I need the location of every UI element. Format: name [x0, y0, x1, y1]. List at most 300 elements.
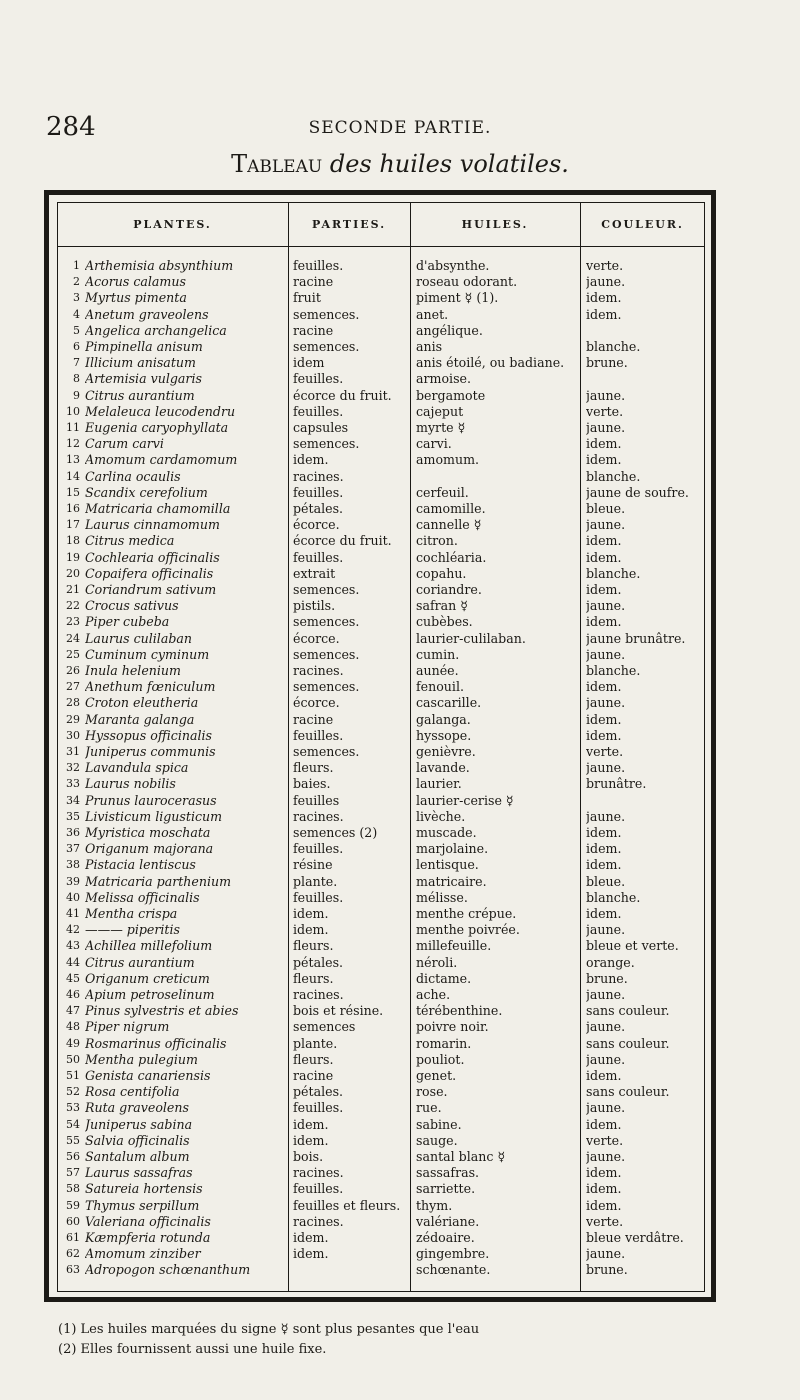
oil-name: amomum. [416, 452, 480, 468]
oil-name: cerfeuil. [416, 484, 469, 500]
plant-part: idem. [293, 1132, 329, 1148]
oil-color: sans couleur. [586, 1003, 670, 1019]
table-title-smallcaps: Tableau [231, 150, 323, 178]
oil-color: idem. [586, 679, 622, 695]
table-row [0, 290, 800, 306]
plant-part: semences [293, 1019, 356, 1035]
plant-name: Ruta graveolens [85, 1100, 189, 1116]
plant-part: plante. [293, 1035, 338, 1051]
oil-color: idem. [586, 825, 622, 840]
row-number: 49 [66, 1036, 80, 1050]
plant-part: semences. [293, 436, 360, 452]
plant-part: écorce. [293, 517, 340, 533]
oil-name: lentisque. [416, 857, 479, 873]
oil-name: muscade. [416, 825, 477, 840]
row-number: 28 [66, 696, 80, 710]
table-row [0, 1084, 800, 1100]
oil-color: idem. [586, 436, 622, 452]
table-row [0, 809, 800, 825]
oil-color: jaune. [586, 922, 626, 938]
plant-name: Inula helenium [85, 663, 181, 678]
oil-color: idem. [586, 727, 622, 743]
table-title-italic: des huiles volatiles. [329, 150, 569, 178]
table-row [0, 1230, 800, 1246]
table-row [0, 679, 800, 695]
plant-name: Eugenia caryophyllata [85, 420, 229, 435]
row-number: 14 [66, 469, 80, 483]
plant-name: Livisticum ligusticum [85, 808, 223, 824]
plant-part: feuilles. [293, 841, 344, 857]
plant-name: Acorus calamus [85, 274, 186, 290]
oil-color: verte. [586, 1132, 624, 1148]
plant-part: idem. [293, 1230, 329, 1245]
row-number: 52 [66, 1085, 80, 1099]
row-number: 55 [66, 1133, 80, 1147]
plant-part: écorce du fruit. [293, 387, 392, 403]
oil-name: marjolaine. [416, 841, 489, 857]
plant-name: Kæmpferia rotunda [85, 1230, 211, 1245]
oil-name: camomille. [416, 501, 486, 516]
row-number: 54 [66, 1117, 80, 1131]
table-row [0, 1214, 800, 1230]
oil-name: gingembre. [416, 1246, 490, 1262]
row-number: 19 [66, 550, 80, 564]
plant-name: Prunus laurocerasus [85, 792, 217, 808]
row-number: 42 [66, 923, 80, 937]
table-row [0, 744, 800, 760]
plant-part: pétales. [293, 1084, 344, 1100]
oil-color: jaune. [586, 274, 626, 290]
plant-name: Crocus sativus [85, 598, 179, 614]
footnotes [58, 1320, 479, 1360]
oil-name: d'absynthe. [416, 258, 490, 273]
table-row [0, 1100, 800, 1116]
table-row [0, 1165, 800, 1181]
table-row [0, 566, 800, 582]
oil-name: anis étoilé, ou badiane. [416, 355, 565, 371]
plant-name: Melaleuca leucodendru [85, 403, 236, 419]
plant-name: Cochlearia officinalis [85, 549, 220, 565]
table-row [0, 695, 800, 711]
oil-color: jaune. [586, 1100, 626, 1116]
oil-color: brune. [586, 355, 628, 371]
row-number: 36 [66, 826, 80, 839]
oil-color: sans couleur. [586, 1035, 670, 1051]
oil-name: cubèbes. [416, 614, 473, 630]
header-couleur: COULEUR. [601, 218, 684, 231]
plant-part: feuilles et fleurs. [293, 1197, 401, 1213]
oil-name: ache. [416, 987, 451, 1002]
plant-name: Laurus nobilis [85, 776, 176, 792]
plant-part: fleurs. [293, 938, 334, 954]
oil-name: cumin. [416, 646, 460, 662]
oil-color: verte. [586, 744, 624, 759]
plant-part: baies. [293, 776, 331, 792]
plant-name: Adropogon schœnanthum [85, 1262, 251, 1278]
plant-name: Laurus sassafras [85, 1165, 193, 1181]
oil-name: citron. [416, 533, 458, 549]
plant-part: idem. [293, 1116, 329, 1132]
plant-part: semences. [293, 582, 360, 597]
row-number: 11 [66, 421, 80, 434]
plant-part: semences. [293, 614, 360, 630]
table-row [0, 906, 800, 922]
oil-color: brunâtre. [586, 776, 647, 792]
oil-color: brune. [586, 1262, 628, 1278]
plant-part: pétales. [293, 501, 344, 516]
row-number: 53 [66, 1101, 80, 1115]
oil-name: rose. [416, 1084, 448, 1100]
table-row [0, 1052, 800, 1068]
plant-name: Citrus aurantium [85, 954, 195, 970]
plant-part: résine [293, 857, 333, 873]
oil-color: jaune. [586, 695, 626, 711]
table-row [0, 1133, 800, 1149]
table-row [0, 355, 800, 371]
row-number: 4 [73, 307, 80, 321]
oil-name: sarriette. [416, 1181, 476, 1197]
oil-color: jaune. [586, 598, 626, 614]
plant-name: Matricaria chamomilla [85, 501, 231, 516]
plant-part: racines. [293, 808, 344, 824]
oil-name: zédoaire. [416, 1230, 475, 1245]
plant-name: ——— piperitis [85, 922, 180, 938]
oil-color: idem. [586, 906, 622, 921]
plant-name: Arthemisia absynthium [85, 258, 234, 273]
oil-name: poivre noir. [416, 1019, 489, 1035]
oil-name: laurier-culilaban. [416, 630, 526, 646]
header-rule [57, 246, 705, 247]
plant-part: fruit [293, 290, 321, 306]
row-number: 18 [66, 534, 80, 548]
oil-color: idem. [586, 290, 622, 306]
table-row [0, 388, 800, 404]
oil-name: laurier. [416, 776, 462, 792]
plant-name: Laurus culilaban [85, 630, 193, 646]
table-row [0, 614, 800, 630]
plant-name: Carum carvi [85, 436, 164, 452]
plant-name: Rosmarinus officinalis [85, 1035, 227, 1051]
oil-color: idem. [586, 549, 622, 565]
oil-name: anet. [416, 306, 449, 322]
plant-name: Artemisia vulgaris [85, 371, 202, 387]
plant-part: semences. [293, 306, 360, 322]
oil-color: jaune. [586, 1246, 626, 1262]
row-number: 63 [66, 1263, 80, 1277]
row-number: 31 [66, 745, 80, 758]
table-row [0, 1019, 800, 1035]
plant-part: feuilles. [293, 403, 344, 419]
row-number: 35 [66, 809, 80, 823]
oil-color: idem. [586, 841, 622, 857]
table-title [0, 150, 800, 178]
table-row [0, 955, 800, 971]
oil-name: myrte ☿ [416, 420, 466, 435]
oil-color: jaune. [586, 517, 626, 533]
table-row [0, 323, 800, 339]
oil-name: néroli. [416, 954, 458, 970]
oil-color: bleue. [586, 873, 626, 889]
oil-name: romarin. [416, 1035, 472, 1051]
row-number: 8 [73, 372, 80, 386]
plant-part: semences. [293, 339, 360, 354]
table-row [0, 1068, 800, 1084]
oil-name: aunée. [416, 663, 459, 678]
oil-color: jaune brunâtre. [586, 630, 686, 646]
row-number: 5 [73, 323, 80, 337]
oil-name: lavande. [416, 760, 470, 776]
row-number: 32 [66, 761, 80, 775]
plant-name: Melissa officinalis [85, 889, 200, 905]
oil-color: idem. [586, 711, 622, 727]
table-row [0, 371, 800, 387]
plant-name: Juniperus sabina [85, 1116, 193, 1132]
oil-name: schœnante. [416, 1262, 491, 1278]
plant-name: Achillea millefolium [85, 938, 213, 954]
oil-color: blanche. [586, 565, 641, 581]
plant-part: feuilles. [293, 1100, 344, 1116]
table-row [0, 776, 800, 792]
table-row [0, 1036, 800, 1052]
oil-color: blanche. [586, 468, 641, 484]
plant-name: Myrtus pimenta [85, 290, 187, 306]
table-row [0, 971, 800, 987]
oil-color: idem. [586, 582, 622, 597]
table-row [0, 793, 800, 809]
plant-name: Illicium anisatum [85, 355, 196, 371]
plant-part: racines. [293, 1165, 344, 1181]
oil-name: sauge. [416, 1132, 458, 1148]
table-row [0, 857, 800, 873]
footnote: (2) Elles fournissent aussi une huile fixe. [58, 1342, 327, 1357]
header-parties: PARTIES. [311, 218, 387, 231]
plant-name: Mentha crispa [85, 906, 178, 921]
plant-part: fleurs. [293, 760, 334, 776]
row-number: 34 [66, 793, 80, 807]
oil-name: sabine. [416, 1116, 462, 1132]
plant-name: Amomum zinziber [85, 1246, 201, 1262]
page-number: 284 [46, 112, 96, 142]
row-number: 56 [66, 1150, 80, 1163]
row-number: 10 [66, 404, 80, 418]
row-number: 1 [73, 259, 80, 272]
oil-name: matricaire. [416, 873, 487, 889]
row-number: 23 [66, 615, 80, 629]
oil-color: sans couleur. [586, 1084, 670, 1100]
oil-color: jaune. [586, 420, 626, 435]
oil-color: jaune. [586, 387, 626, 403]
oil-name: cannelle ☿ [416, 517, 482, 533]
row-number: 24 [66, 631, 80, 645]
row-number: 16 [66, 502, 80, 515]
row-number: 25 [66, 647, 80, 661]
oil-color: bleue et verte. [586, 938, 679, 954]
footnote: (1) Les huiles marquées du signe ☿ sont plus pesantes que l'eau [58, 1322, 480, 1337]
oil-color: jaune. [586, 808, 626, 824]
plant-part: feuilles. [293, 1181, 344, 1197]
oil-color: verte. [586, 403, 624, 419]
plant-name: Croton eleutheria [85, 695, 199, 711]
oil-color: verte. [586, 1213, 624, 1229]
row-number: 43 [66, 939, 80, 953]
plant-name: Juniperus communis [85, 744, 216, 759]
oil-color: idem. [586, 1068, 622, 1083]
plant-part: idem. [293, 1246, 329, 1262]
plant-part: idem. [293, 906, 329, 921]
plant-name: Scandix cerefolium [85, 484, 208, 500]
oil-color: bleue verdâtre. [586, 1230, 684, 1245]
row-number: 20 [66, 566, 80, 580]
row-number: 60 [66, 1214, 80, 1228]
plant-part: bois et résine. [293, 1003, 384, 1019]
oil-color: idem. [586, 614, 622, 630]
oil-color: idem. [586, 1165, 622, 1181]
plant-name: Copaifera officinalis [85, 565, 214, 581]
plant-part: racine [293, 711, 334, 727]
plant-part: écorce. [293, 695, 340, 711]
plant-name: Rosa centifolia [85, 1084, 180, 1100]
oil-color: jaune de soufre. [586, 484, 689, 500]
oil-name: roseau odorant. [416, 274, 518, 290]
table-row [0, 712, 800, 728]
plant-name: Piper cubeba [85, 614, 170, 630]
row-number: 3 [73, 291, 80, 305]
plant-name: Pinus sylvestris et abies [85, 1003, 239, 1019]
plant-part: idem [293, 355, 325, 371]
row-number: 33 [66, 777, 80, 791]
oil-name: cochléaria. [416, 549, 487, 565]
table-row [0, 890, 800, 906]
oil-color: blanche. [586, 339, 641, 354]
row-number: 59 [66, 1198, 80, 1212]
plant-name: Valeriana officinalis [85, 1213, 211, 1229]
oil-color: jaune. [586, 760, 626, 776]
table-row [0, 501, 800, 517]
row-number: 37 [66, 842, 80, 856]
table-row [0, 258, 800, 274]
table-row [0, 1149, 800, 1165]
plant-part: semences (2) [293, 825, 378, 840]
row-number: 50 [66, 1052, 80, 1066]
row-number: 13 [66, 453, 80, 467]
plant-part: racines. [293, 987, 344, 1002]
oil-color: idem. [586, 452, 622, 468]
oil-color: idem. [586, 1197, 622, 1213]
plant-name: Thymus serpillum [85, 1197, 200, 1213]
plant-name: Carlina ocaulis [85, 468, 181, 484]
oil-color: idem. [586, 306, 622, 322]
table-row [0, 938, 800, 954]
oil-name: menthe crépue. [416, 906, 517, 921]
row-number: 12 [66, 437, 80, 451]
oil-name: livèche. [416, 808, 466, 824]
plant-name: Genista canariensis [85, 1068, 211, 1083]
row-number: 48 [66, 1020, 80, 1034]
oil-name: santal blanc ☿ [416, 1149, 506, 1164]
plant-part: pétales. [293, 954, 344, 970]
table-row [0, 647, 800, 663]
plant-name: Lavandula spica [85, 760, 189, 776]
plant-name: Salvia officinalis [85, 1132, 190, 1148]
row-number: 29 [66, 712, 80, 726]
row-number: 51 [66, 1069, 80, 1082]
oil-name: valériane. [416, 1213, 480, 1229]
row-number: 61 [66, 1231, 80, 1244]
oil-name: thym. [416, 1197, 453, 1213]
row-number: 22 [66, 599, 80, 613]
plant-part: fleurs. [293, 970, 334, 986]
oil-color: jaune. [586, 1149, 626, 1164]
plant-part: racines. [293, 663, 344, 678]
oil-color: verte. [586, 258, 624, 273]
plant-name: Maranta galanga [85, 711, 195, 727]
oil-color: bleue. [586, 501, 626, 516]
table-row [0, 922, 800, 938]
row-number: 30 [66, 728, 80, 742]
oil-color: idem. [586, 1116, 622, 1132]
table-row [0, 274, 800, 290]
plant-part: semences. [293, 744, 360, 759]
oil-color: idem. [586, 1181, 622, 1197]
oil-name: coriandre. [416, 582, 482, 597]
table-row [0, 825, 800, 841]
row-number: 21 [66, 583, 80, 596]
plant-name: Satureia hortensis [85, 1181, 203, 1197]
row-number: 26 [66, 664, 80, 677]
plant-part: racine [293, 322, 334, 338]
oil-color: blanche. [586, 889, 641, 905]
oil-color: orange. [586, 954, 635, 970]
plant-part: écorce du fruit. [293, 533, 392, 549]
running-head: SECONDE PARTIE. [308, 118, 492, 138]
oil-name: safran ☿ [416, 598, 469, 614]
plant-name: Angelica archangelica [85, 322, 227, 338]
oil-name: carvi. [416, 436, 452, 452]
plant-part: extrait [293, 565, 336, 581]
oil-name: menthe poivrée. [416, 922, 520, 938]
plant-name: Origanum majorana [85, 841, 214, 857]
row-number: 7 [73, 356, 80, 370]
plant-part: feuilles [293, 792, 340, 808]
oil-color: idem. [586, 857, 622, 873]
row-number: 47 [66, 1004, 80, 1018]
plant-part: plante. [293, 873, 338, 889]
table-row [0, 485, 800, 501]
oil-name: rue. [416, 1100, 442, 1116]
table-row [0, 987, 800, 1003]
table-row [0, 1262, 800, 1278]
row-number: 46 [66, 988, 80, 1001]
plant-name: Matricaria parthenium [85, 873, 232, 889]
table-row [0, 760, 800, 776]
oil-color: jaune. [586, 646, 626, 662]
row-number: 2 [73, 275, 80, 289]
plant-name: Pimpinella anisum [85, 339, 203, 354]
row-number: 9 [73, 388, 80, 402]
row-number: 62 [66, 1247, 80, 1261]
row-number: 58 [66, 1182, 80, 1196]
plant-name: Myristica moschata [85, 825, 211, 840]
plant-name: Piper nigrum [85, 1019, 170, 1035]
row-number: 41 [66, 907, 80, 920]
oil-color: jaune. [586, 987, 626, 1002]
oil-name: laurier-cerise ☿ [416, 792, 514, 808]
oil-name: galanga. [416, 711, 471, 727]
oil-name: pouliot. [416, 1051, 465, 1067]
plant-name: Mentha pulegium [85, 1051, 198, 1067]
plant-part: semences. [293, 679, 360, 695]
oil-name: hyssope. [416, 727, 472, 743]
